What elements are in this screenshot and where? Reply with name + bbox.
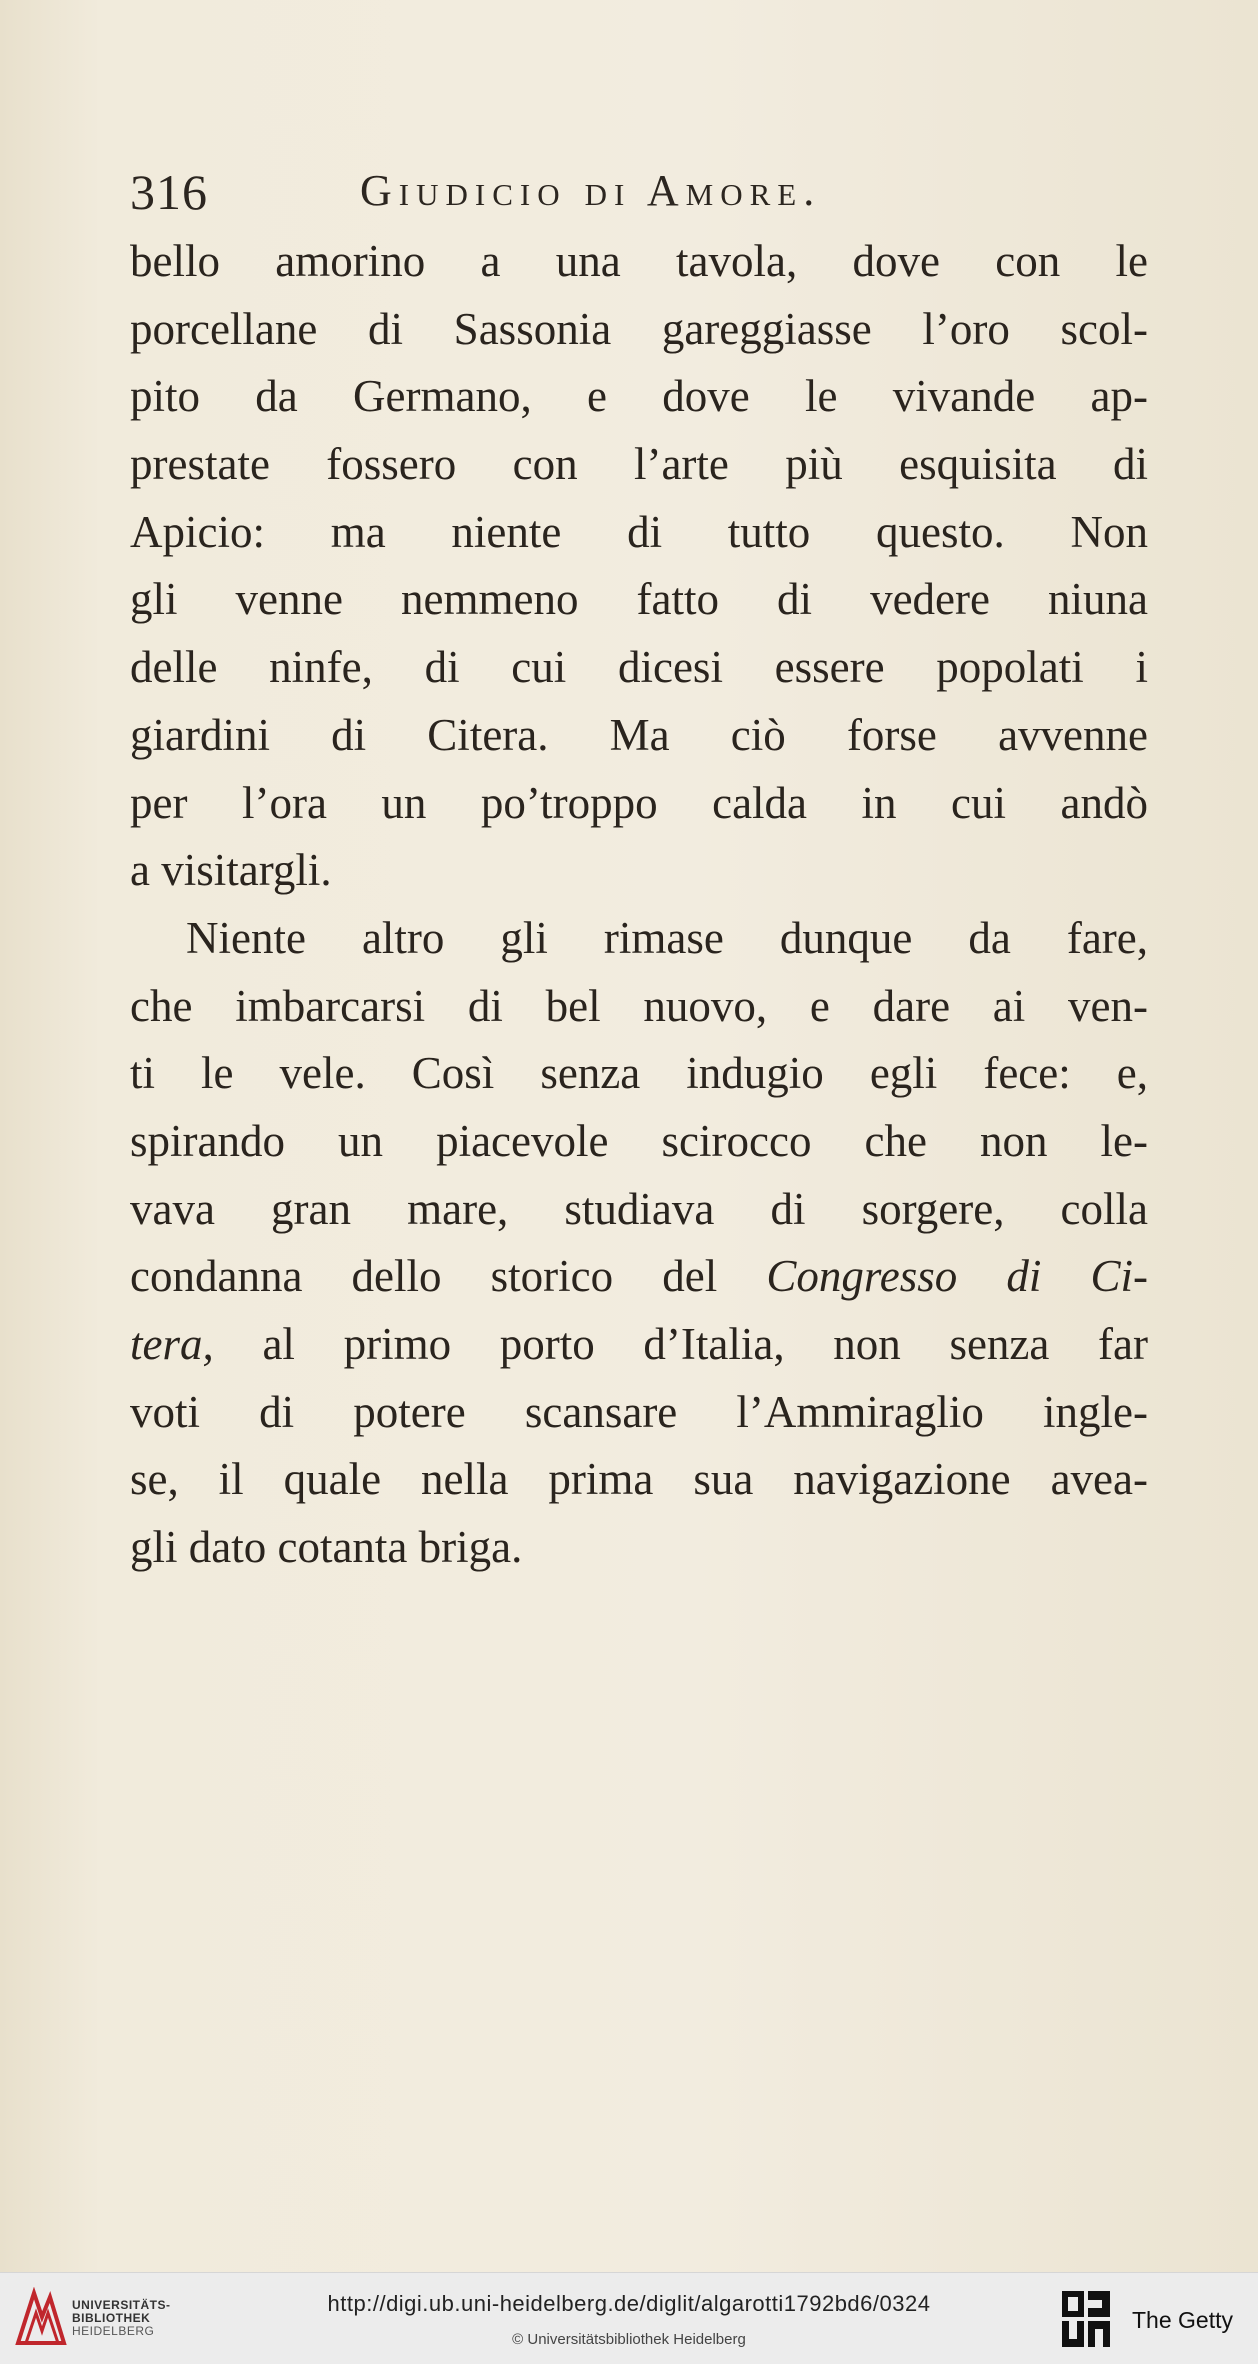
text-line: che imbarcarsi di bel nuovo, e dare ai ven- [130, 980, 1148, 1031]
text-line: pito da Germano, e dove le vivande ap- [130, 371, 1148, 422]
library-name-line: HEIDELBERG [72, 2324, 155, 2338]
text-line: voti di potere scansare l’Ammiraglio ingle- [130, 1386, 1148, 1437]
text-line: bello amorino a una tavola, dove con le [130, 236, 1148, 286]
library-name-line: BIBLIOTHEK [72, 2311, 151, 2325]
page-number: 316 [130, 164, 208, 220]
partner-name: The Getty [1132, 2307, 1233, 2333]
text-line-with-italic [130, 1243, 1148, 1311]
text-line: delle ninfe, di cui dicesi essere popolati i [130, 642, 1148, 693]
getty-logo-icon [1060, 2289, 1112, 2351]
body-text [130, 228, 1148, 1582]
italic-title: Congresso di Ci- [766, 1251, 1149, 1302]
text-line: giardini di Citera. Ma ciò forse avvenne [130, 709, 1148, 760]
text-line: spirando un piacevole scirocco che non le- [130, 1115, 1148, 1166]
text-line: prestate fossero con l’arte più esquisita di [130, 439, 1148, 490]
text-line: vava gran mare, studiava di sorgere, colla [130, 1183, 1148, 1234]
library-name-line: UNIVERSITÄTS- [72, 2298, 171, 2312]
text-fragment: al primo porto d’Italia, non senza far [262, 1319, 1148, 1369]
text-fragment: condanna dello storico del [130, 1251, 718, 1302]
running-title: Giudicio di Amore. [360, 166, 822, 215]
text-line: gli venne nemmeno fatto di vedere niuna [130, 574, 1148, 625]
text-line: porcellane di Sassonia gareggiasse l’oro scol- [130, 303, 1148, 354]
permalink-url[interactable]: http://digi.ub.uni-heidelberg.de/diglit/algarotti1792bd6/0324 [327, 2291, 931, 2316]
text-line: per l’ora un po’troppo calda in cui andò [130, 777, 1148, 828]
text-line: Apicio: ma niente di tutto questo. Non [130, 506, 1148, 557]
text-line-with-italic [130, 1311, 1148, 1379]
text-line: se, il quale nella prima sua navigazione avea- [130, 1454, 1148, 1505]
text-line: Niente altro gli rimase dunque da fare, [186, 912, 1148, 963]
viewer-footer [0, 2272, 1258, 2364]
text-line: ti le vele. Così senza indugio egli fece: e, [130, 1048, 1148, 1099]
copyright-notice: © Universitätsbibliothek Heidelberg [512, 2331, 746, 2348]
italic-title: tera, [130, 1319, 214, 1369]
text-line: gli dato cotanta briga. [130, 1522, 523, 1573]
page-header [130, 163, 1150, 223]
text-line: a visitargli. [130, 845, 332, 896]
